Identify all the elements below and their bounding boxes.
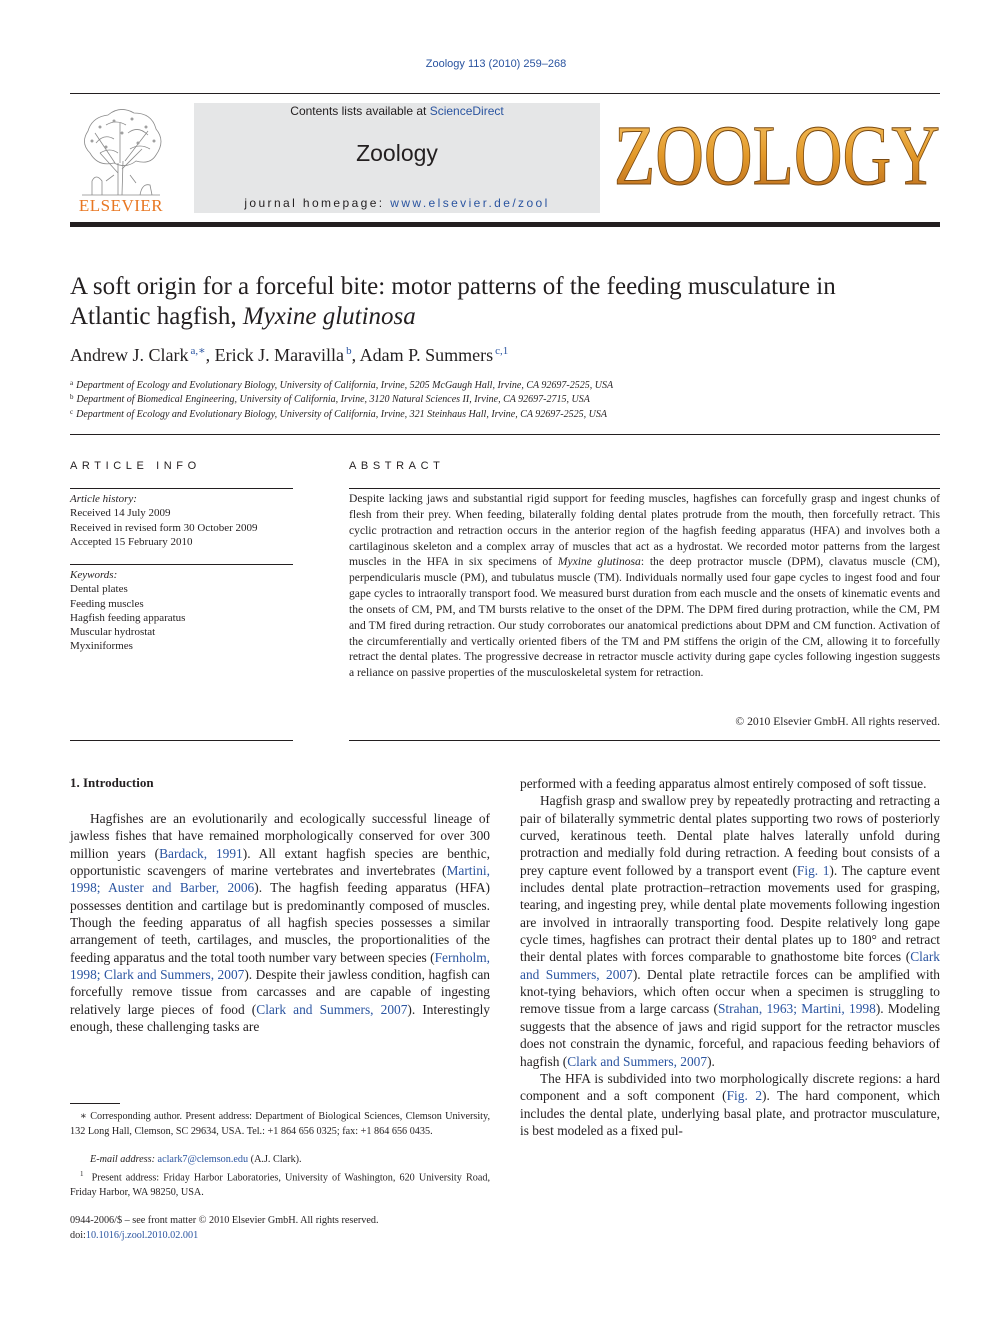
footnote-mark: ∗ (80, 1111, 87, 1122)
author-name: Erick J. Maravilla (214, 345, 345, 365)
contents-line (194, 104, 600, 118)
keyword: Muscular hydrostat (70, 626, 156, 639)
revised-date: Received in revised form 30 October 2009 (70, 521, 258, 534)
keyword: Feeding muscles (70, 597, 144, 610)
body-paragraph (70, 810, 490, 1035)
journal-reference[interactable]: Zoology 113 (2010) 259–268 (425, 58, 567, 70)
abstract-heading: ABSTRACT (349, 460, 445, 472)
abstract-part: : the deep protractor muscle (DPM), clavatus muscle (CM), perpendicularis muscle (PM), and tubulatus muscle (TM). Individuals normally used four gape cycles to ingest food and four gape cycles to intraorally transport food. We measured burst duration from each muscle and the onsets of kinematic events and the onsets of CM, PM, and TM bursts relative to the onset of the DPM. The DPM fired during protraction, while the CM, PM and TM fired during retraction. Our study corroborates our anatomical predictions about DPM and CM function. Activation of the circumferentially and vertically oriented fibers of the TM and PM stiffens the origin of the CM, allowing it to forcefully retract the dental plates. The progressive decrease in retractor muscle activity during gape cycles following ingestion suggests a reliance on passive properties of the musculoskeletal system for retraction. (349, 555, 940, 680)
article-title (70, 272, 940, 332)
sciencedirect-link[interactable]: ScienceDirect (429, 104, 504, 118)
text-run: ). Interestingly enough, these challenging tasks are (70, 1001, 491, 1035)
figure-link[interactable]: Fig. 2 (726, 1088, 763, 1104)
doi-link[interactable]: 10.1016/j.zool.2010.02.001 (85, 1230, 199, 1241)
doi-prefix: doi: (70, 1230, 86, 1241)
text-run: ). The capture event includes dental plate protraction–retraction movements used for grasping, tearing, and ingesting prey, while dental plate movements following ingestion are involved in intraorally transporting food. Despite relatively long gape cycle times, hagfishes can protract their dental plates up to 180° and retract their dental plates with forces comparable to gnathostome bite forces ( (520, 862, 940, 965)
text-run: Hagfish grasp and swallow prey by repeatedly protracting and retracting a pair of bilaterally symmetric dental plates supporting two rows of posteriorly curved, keratinous teeth. Dental plate halves laterally unfold during protraction and medially fold during retraction. A feeding bout consists of a prey capture event followed by a transport event ( (520, 793, 940, 878)
title-line-1: A soft origin for a forceful bite: motor patterns of the feeding musculature in (70, 273, 836, 300)
body-paragraph (520, 792, 940, 1070)
affiliation-mark: c (70, 408, 74, 416)
citation-link[interactable]: Bardack, 1991 (159, 845, 243, 861)
keywords (70, 568, 300, 654)
text-run: ). (707, 1053, 715, 1069)
keyword: Myxiniformes (70, 640, 133, 653)
elsevier-wordmark: ELSEVIER (78, 196, 164, 215)
email-footnote (70, 1153, 490, 1168)
corresponding-author-footnote (70, 1110, 490, 1139)
homepage-prefix: journal homepage: (244, 196, 391, 210)
body-paragraph (520, 1070, 940, 1139)
text-run: The HFA is subdivided into two morphologically discrete regions: a hard component and a soft component ( (520, 1070, 940, 1104)
affiliation-mark: b (70, 393, 74, 401)
author-affiliation-mark[interactable]: a,∗ (190, 345, 206, 357)
article-info-heading: ARTICLE INFO (70, 460, 201, 472)
text-run: ). Despite their jawless condition, hagfish can forcefully remove tissue from carcasses and are capable of ingesting relatively large pieces of food ( (70, 967, 490, 1017)
header-thick-rule (70, 222, 940, 227)
text-run: ). Modeling suggests that the absence of jaws and rigid support for the retractor muscles does not constrain the dynamic, forceful, and rapacious feeding behaviors of hagfish ( (520, 1001, 940, 1069)
journal-name: Zoology (356, 140, 438, 166)
affiliation-text: Department of Biomedical Engineering, University of California, Irvine, 3120 Natural Sciences II, Irvine, CA 92697-2715, USA (76, 394, 590, 405)
text-run: ). All extant hagfish species are benthic, opportunistic scavengers of marine vertebrates and invertebrates ( (70, 845, 490, 879)
affiliation-text: Department of Ecology and Evolutionary Biology, University of California, Irvine, 5205 McGaugh Hall, Irvine, CA 92697-2525, USA (76, 380, 614, 391)
cover-title-text: ZOOLOGY (614, 107, 940, 203)
top-rule (70, 93, 940, 94)
text-run: ). Dental plate retractile forces can be amplified with knot-tying behaviors, which often occur when a specimen is struggling to remove tissue from a large carcass ( (520, 966, 940, 1017)
contents-prefix: Contents lists available at (290, 104, 430, 118)
abstract-rule (349, 740, 940, 741)
journal-homepage (194, 196, 600, 210)
citation-link[interactable]: Martini, 1998; Auster and Barber, 2006 (70, 863, 490, 896)
email-link[interactable]: aclark7@clemson.edu (157, 1154, 249, 1165)
body-column-left (70, 810, 490, 1035)
keywords-label: Keywords: (70, 569, 118, 581)
zoology-cover-title (612, 104, 942, 204)
title-species: Myxine glutinosa (242, 303, 416, 330)
footnote-mark: 1 (80, 1170, 84, 1178)
abstract-part: Despite lacking jaws and substantial rigid support for feeding muscles, hagfishes can forcefully grasp and ingest chunks of flesh from their prey. When feeding, bilaterally folding dental plates protrude from the mouth, then forcefully retract. This cyclic protraction and retraction occurs in the anterior region of the hagfish feeding apparatus (HFA) and involves both a cartilaginous skeleton and a complex array of muscles that act as a hydrostat. We recorded motor patterns from the largest muscles in the HFA in six specimens of (349, 492, 940, 569)
author-name: Adam P. Summers (359, 345, 494, 365)
text-run: ). The hard component, which includes the dental plate, underlying basal plate, and protractor musculature, is best modeled as a fixed pul- (520, 1088, 940, 1138)
received-date: Received 14 July 2009 (70, 507, 171, 520)
article-info-rule (70, 740, 293, 741)
email-suffix: (A.J. Clark). (250, 1154, 302, 1165)
author-list: Andrew J. Clark $^{a,∗}$, Erick J. Maravilla $^b$, Adam P. Summers $^{c,1}$ (70, 345, 509, 365)
article-history (70, 492, 300, 549)
homepage-link[interactable]: www.elsevier.de/zool (390, 196, 550, 210)
affiliation (70, 405, 940, 422)
footnote-rule (70, 1103, 120, 1104)
accepted-date: Accepted 15 February 2010 (70, 535, 193, 548)
citation-link[interactable]: Clark and Summers, 2007 (256, 1001, 408, 1017)
body-column-right (520, 775, 940, 1139)
citation-link[interactable]: Clark and Summers, 2007 (567, 1053, 708, 1069)
title-line-2-plain: Atlantic hagfish, (70, 303, 243, 330)
author-affiliation-mark[interactable]: c,1 (495, 345, 509, 357)
text-run: ). The hagfish feeding apparatus (HFA) possesses dentition and cartilage but is predominantly composed of muscles. Though the feeding apparatus of all hagfish species possesses a similar arrangement of teeth, cartilages, and muscles, the proportionalities of the feeding apparatus and the total tooth number vary between species ( (70, 880, 490, 965)
title-line-2 (70, 302, 940, 332)
abstract-species: Myxine glutinosa (557, 555, 641, 569)
footnote-text: Present address: Friday Harbor Laboratories, University of Washington, 620 University Road, Friday Harbor, WA 98250, USA. (70, 1172, 490, 1198)
section-rule (70, 434, 940, 435)
figure-link[interactable]: Fig. 1 (796, 862, 830, 878)
body-paragraph-continued: performed with a feeding apparatus almost entirely composed of soft tissue. (520, 776, 927, 791)
article-info-rule (70, 564, 293, 565)
issn-block (70, 1213, 490, 1243)
author-name: Andrew J. Clark (70, 345, 189, 365)
abstract-text (349, 491, 940, 681)
present-address-footnote (70, 1167, 490, 1200)
abstract-copyright: © 2010 Elsevier GmbH. All rights reserved. (735, 715, 940, 728)
affiliation-mark: a (70, 379, 74, 387)
citation-link[interactable]: Strahan, 1963; Martini, 1998 (717, 1001, 876, 1017)
email-label: E-mail address: (90, 1154, 155, 1165)
history-label: Article history: (70, 493, 137, 505)
affiliation-text: Department of Ecology and Evolutionary Biology, University of California, Irvine, 321 Steinhaus Hall, Irvine, CA 92697-2525, USA (76, 409, 607, 420)
keyword: Hagfish feeding apparatus (70, 611, 186, 624)
author-affiliation-mark[interactable]: b (346, 345, 352, 357)
footnote-text: Corresponding author. Present address: Department of Biological Sciences, Clemson University, 132 Long Hall, Clemson, SC 29634, USA. Tel.: +1 864 656 0325; fax: +1 864 656 0435. (70, 1111, 490, 1137)
issn-line: 0944-2006/$ – see front matter © 2010 Elsevier GmbH. All rights reserved. (70, 1215, 379, 1226)
citation-link[interactable]: Fernholm, 1998; Clark and Summers, 2007 (70, 949, 490, 983)
citation-link[interactable]: Clark and Summers, 2007 (520, 949, 940, 982)
abstract-rule (349, 488, 940, 489)
article-info-rule (70, 488, 293, 489)
doi-line (70, 1228, 490, 1243)
text-run: Hagfishes are an evolutionarily and ecologically successful lineage of jawless fishes that have remained morphologically conserved for over 300 million years ( (70, 811, 490, 861)
keyword: Dental plates (70, 583, 128, 596)
introduction-heading: 1. Introduction (70, 775, 154, 790)
